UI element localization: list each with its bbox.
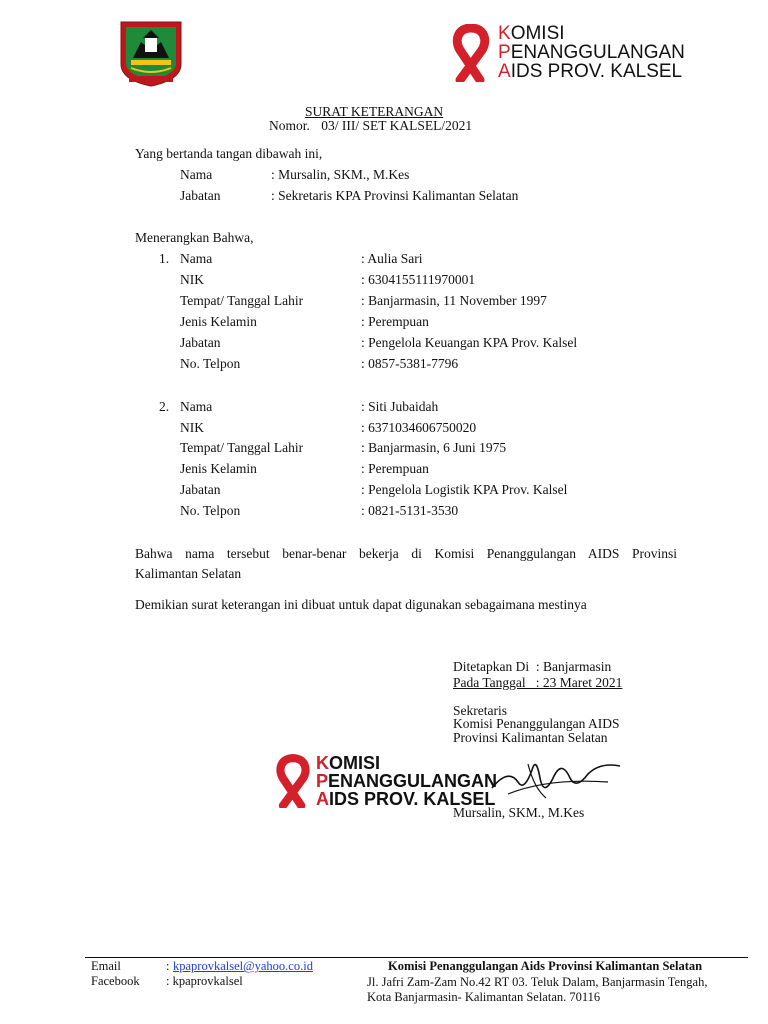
person-2-phone-value: : 0821-5131-3530	[361, 503, 459, 518]
red-ribbon-icon	[272, 754, 314, 808]
letter-number-label: Nomor.	[269, 118, 310, 133]
person-1-birth-label: Tempat/ Tanggal Lahir	[180, 293, 304, 308]
person-2-position-value: : Pengelola Logistik KPA Prov. Kalsel	[361, 482, 568, 497]
footer-email-link[interactable]: kpaprovkalsel@yahoo.co.id	[173, 959, 313, 973]
person-2-birth-label: Tempat/ Tanggal Lahir	[180, 440, 304, 455]
opening-text: Yang bertanda tangan dibawah ini,	[135, 146, 323, 161]
signer-role: Sekretaris	[453, 703, 507, 718]
signer-name-label: Nama	[180, 167, 213, 182]
kpa-stamp-logo	[272, 752, 522, 808]
person-2-position-label: Jabatan	[180, 482, 221, 497]
person-2-name-label: Nama	[180, 399, 213, 414]
kpa-logo-line-3: AIDS PROV. KALSEL	[498, 61, 683, 82]
statement-line-1: Bahwa nama tersebut benar-benar bekerja di Komisi Penanggulangan AIDS Provinsi	[135, 546, 677, 561]
person-2-gender-label: Jenis Kelamin	[180, 461, 257, 476]
signer-position-label: Jabatan	[180, 188, 221, 203]
footer-divider	[85, 957, 748, 958]
person-1-phone-label: No. Telpon	[180, 356, 241, 371]
stamp-line-3: AIDS PROV. KALSEL	[316, 789, 496, 809]
person-1-position-label: Jabatan	[180, 335, 221, 350]
footer-address-2: Kota Banjarmasin- Kalimantan Selatan. 70116	[367, 990, 601, 1004]
person-1-gender-value: : Perempuan	[361, 314, 429, 329]
letter-title: SURAT KETERANGAN	[305, 104, 444, 119]
person-1-nik-label: NIK	[180, 272, 204, 287]
closing-text: Demikian surat keterangan ini dibuat untuk dapat digunakan sebagaimana mestinya	[135, 597, 587, 612]
footer-address-1: Jl. Jafri Zam-Zam No.42 RT 03. Teluk Dalam, Banjarmasin Tengah,	[367, 975, 708, 989]
person-1-nik-value: : 6304155111970001	[361, 272, 476, 287]
red-ribbon-icon	[448, 24, 494, 82]
person-1-name-label: Nama	[180, 251, 213, 266]
province-seal	[119, 20, 183, 88]
person-2-nik-value: : 6371034606750020	[361, 420, 477, 435]
handwritten-signature	[488, 748, 628, 806]
footer-facebook-value: : kpaprovkalsel	[166, 974, 243, 988]
footer-email-sep: :	[166, 959, 170, 973]
footer-email-label: Email	[91, 959, 121, 973]
person-2-gender-value: : Perempuan	[361, 461, 429, 476]
signer-org-1: Komisi Penanggulangan AIDS	[453, 716, 620, 731]
kpa-logo-line-2: PENANGGULANGAN	[498, 42, 685, 63]
person-1-phone-value: : 0857-5381-7796	[361, 356, 459, 371]
stamp-line-1: KOMISI	[316, 753, 381, 773]
person-2-number: 2.	[159, 399, 170, 414]
set-date: Pada Tanggal : 23 Maret 2021	[453, 675, 623, 690]
person-2-birth-value: : Banjarmasin, 6 Juni 1975	[361, 440, 507, 455]
footer-org-name: Komisi Penanggulangan Aids Provinsi Kalimantan Selatan	[388, 959, 703, 973]
person-2-nik-label: NIK	[180, 420, 204, 435]
declares-text: Menerangkan Bahwa,	[135, 230, 254, 245]
letter-number	[269, 118, 472, 134]
footer-facebook-label: Facebook	[91, 974, 140, 988]
set-place: Ditetapkan Di : Banjarmasin	[453, 659, 612, 674]
person-1-name-value: : Aulia Sari	[361, 251, 423, 266]
kpa-logo-line-1: KOMISI	[498, 23, 565, 44]
person-1-gender-label: Jenis Kelamin	[180, 314, 257, 329]
person-1-position-value: : Pengelola Keuangan KPA Prov. Kalsel	[361, 335, 578, 350]
signer-name-bottom: Mursalin, SKM., M.Kes	[453, 805, 585, 820]
statement-line-2: Kalimantan Selatan	[135, 566, 242, 581]
signer-position-value: : Sekretaris KPA Provinsi Kalimantan Selatan	[271, 188, 519, 203]
person-1-number: 1.	[159, 251, 170, 266]
signer-name-value: : Mursalin, SKM., M.Kes	[271, 167, 410, 182]
signer-org-2: Provinsi Kalimantan Selatan	[453, 730, 608, 745]
letter-number-value: 03/ III/ SET KALSEL/2021	[321, 118, 473, 133]
person-1-birth-value: : Banjarmasin, 11 November 1997	[361, 293, 547, 308]
person-2-name-value: : Siti Jubaidah	[361, 399, 439, 414]
person-2-phone-label: No. Telpon	[180, 503, 241, 518]
kpa-logo-header	[448, 20, 712, 84]
stamp-line-2: PENANGGULANGAN	[316, 771, 498, 791]
